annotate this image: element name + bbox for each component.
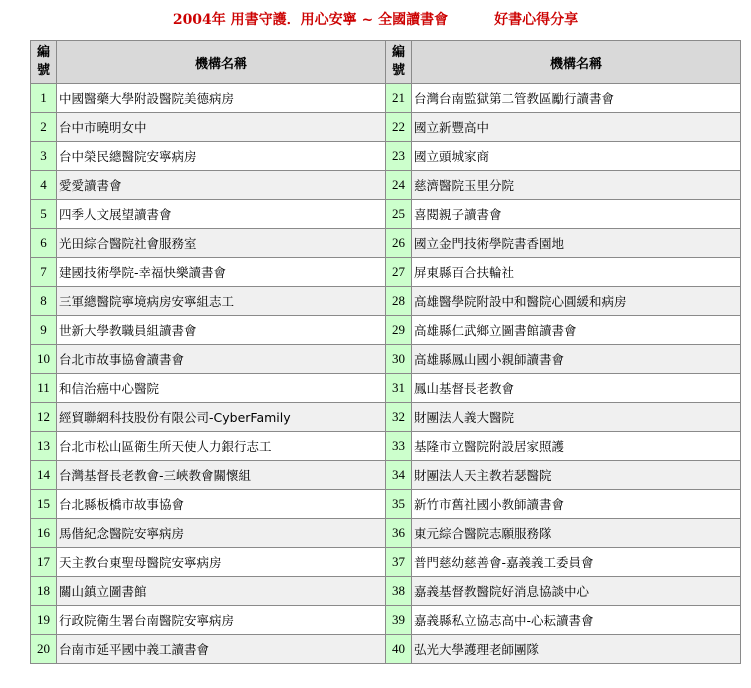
- organization-name-left: 愛愛讀書會: [57, 171, 386, 200]
- entry-number-right: 34: [386, 461, 412, 490]
- table-row: [31, 635, 741, 664]
- organization-name-left: 台北縣板橋市故事協會: [57, 490, 386, 519]
- entry-number-left: 15: [31, 490, 57, 519]
- entry-number-left: 11: [31, 374, 57, 403]
- organization-name-right: 高雄醫學院附設中和醫院心圓緩和病房: [412, 287, 741, 316]
- page-title-subtitle: 好書心得分享: [494, 12, 579, 28]
- entry-number-right: 21: [386, 84, 412, 113]
- organization-name-right: 財團法人義大醫院: [412, 403, 741, 432]
- table-row: [31, 577, 741, 606]
- entry-number-left: 2: [31, 113, 57, 142]
- organization-name-left: 四季人文展望讀書會: [57, 200, 386, 229]
- entry-number-right: 27: [386, 258, 412, 287]
- organization-table: [30, 40, 741, 664]
- entry-number-right: 30: [386, 345, 412, 374]
- entry-number-right: 31: [386, 374, 412, 403]
- table-row: [31, 548, 741, 577]
- organization-name-right: 國立金門技術學院書香園地: [412, 229, 741, 258]
- entry-number-right: 28: [386, 287, 412, 316]
- entry-number-right: 24: [386, 171, 412, 200]
- organization-name-right: 基隆市立醫院附設居家照護: [412, 432, 741, 461]
- table-row: [31, 519, 741, 548]
- entry-number-right: 38: [386, 577, 412, 606]
- entry-number-right: 26: [386, 229, 412, 258]
- organization-name-right: 高雄縣鳳山國小親師讀書會: [412, 345, 741, 374]
- entry-number-left: 14: [31, 461, 57, 490]
- organization-name-left: 世新大學教職員組讀書會: [57, 316, 386, 345]
- entry-number-left: 16: [31, 519, 57, 548]
- entry-number-right: 40: [386, 635, 412, 664]
- organization-name-left: 經貿聯網科技股份有限公司-CyberFamily: [57, 403, 386, 432]
- entry-number-left: 5: [31, 200, 57, 229]
- organization-name-right: 嘉義縣私立協志高中-心耘讀書會: [412, 606, 741, 635]
- table-row: [31, 258, 741, 287]
- table-row: [31, 345, 741, 374]
- page-title-main: 2004年 用書守護．用心安寧 ~ 全國讀書會: [172, 12, 449, 28]
- page-title: [0, 9, 751, 29]
- table-row: [31, 113, 741, 142]
- column-header-name-right: 機構名稱: [412, 41, 741, 84]
- organization-name-right: 喜閱親子讀書會: [412, 200, 741, 229]
- entry-number-left: 1: [31, 84, 57, 113]
- organization-name-left: 和信治癌中心醫院: [57, 374, 386, 403]
- organization-name-right: 慈濟醫院玉里分院: [412, 171, 741, 200]
- entry-number-right: 37: [386, 548, 412, 577]
- organization-name-left: 光田綜合醫院社會服務室: [57, 229, 386, 258]
- entry-number-right: 32: [386, 403, 412, 432]
- organization-name-right: 財團法人天主教若瑟醫院: [412, 461, 741, 490]
- organization-name-right: 高雄縣仁武鄉立圖書館讀書會: [412, 316, 741, 345]
- organization-name-left: 台北市故事協會讀書會: [57, 345, 386, 374]
- organization-name-left: 三軍總醫院寧境病房安寧組志工: [57, 287, 386, 316]
- entry-number-right: 23: [386, 142, 412, 171]
- entry-number-left: 3: [31, 142, 57, 171]
- table-row: [31, 461, 741, 490]
- entry-number-left: 7: [31, 258, 57, 287]
- organization-name-right: 嘉義基督教醫院好消息協談中心: [412, 577, 741, 606]
- table-row: [31, 403, 741, 432]
- organization-name-left: 台南市延平國中義工讀書會: [57, 635, 386, 664]
- table-row: [31, 606, 741, 635]
- organization-name-right: 東元綜合醫院志願服務隊: [412, 519, 741, 548]
- organization-name-left: 台北市松山區衛生所天使人力銀行志工: [57, 432, 386, 461]
- entry-number-left: 19: [31, 606, 57, 635]
- organization-name-right: 國立新豐高中: [412, 113, 741, 142]
- entry-number-right: 35: [386, 490, 412, 519]
- table-row: [31, 229, 741, 258]
- entry-number-left: 6: [31, 229, 57, 258]
- organization-name-left: 行政院衛生署台南醫院安寧病房: [57, 606, 386, 635]
- table-header-row: [31, 41, 741, 84]
- organization-name-right: 屏東縣百合扶輪社: [412, 258, 741, 287]
- organization-name-left: 天主教台東聖母醫院安寧病房: [57, 548, 386, 577]
- entry-number-left: 4: [31, 171, 57, 200]
- table-row: [31, 490, 741, 519]
- entry-number-left: 20: [31, 635, 57, 664]
- table-body: [31, 84, 741, 664]
- organization-name-right: 台灣台南監獄第二管教區勵行讀書會: [412, 84, 741, 113]
- entry-number-right: 22: [386, 113, 412, 142]
- column-header-number-left: 編 號: [31, 41, 57, 84]
- entry-number-left: 9: [31, 316, 57, 345]
- entry-number-right: 33: [386, 432, 412, 461]
- organization-name-right: 弘光大學護理老師團隊: [412, 635, 741, 664]
- organization-name-left: 建國技術學院-幸福快樂讀書會: [57, 258, 386, 287]
- organization-name-right: 國立頭城家商: [412, 142, 741, 171]
- entry-number-left: 13: [31, 432, 57, 461]
- entry-number-left: 17: [31, 548, 57, 577]
- organization-name-left: 馬偕紀念醫院安寧病房: [57, 519, 386, 548]
- column-header-number-right: 編 號: [386, 41, 412, 84]
- column-header-name-left: 機構名稱: [57, 41, 386, 84]
- entry-number-left: 8: [31, 287, 57, 316]
- organization-name-left: 台灣基督長老教會-三峽教會關懷組: [57, 461, 386, 490]
- table-row: [31, 432, 741, 461]
- entry-number-left: 12: [31, 403, 57, 432]
- table-row: [31, 200, 741, 229]
- entry-number-right: 36: [386, 519, 412, 548]
- table-row: [31, 84, 741, 113]
- table-row: [31, 171, 741, 200]
- organization-name-right: 普門慈幼慈善會-嘉義義工委員會: [412, 548, 741, 577]
- organization-name-right: 鳳山基督長老教會: [412, 374, 741, 403]
- table-row: [31, 287, 741, 316]
- organization-name-left: 台中市曉明女中: [57, 113, 386, 142]
- entry-number-right: 29: [386, 316, 412, 345]
- entry-number-left: 10: [31, 345, 57, 374]
- organization-name-right: 新竹市舊社國小教師讀書會: [412, 490, 741, 519]
- organization-name-left: 中國醫藥大學附設醫院美德病房: [57, 84, 386, 113]
- entry-number-right: 25: [386, 200, 412, 229]
- entry-number-right: 39: [386, 606, 412, 635]
- table-row: [31, 142, 741, 171]
- entry-number-left: 18: [31, 577, 57, 606]
- table-row: [31, 374, 741, 403]
- table-row: [31, 316, 741, 345]
- organization-name-left: 台中榮民總醫院安寧病房: [57, 142, 386, 171]
- organization-name-left: 關山鎮立圖書館: [57, 577, 386, 606]
